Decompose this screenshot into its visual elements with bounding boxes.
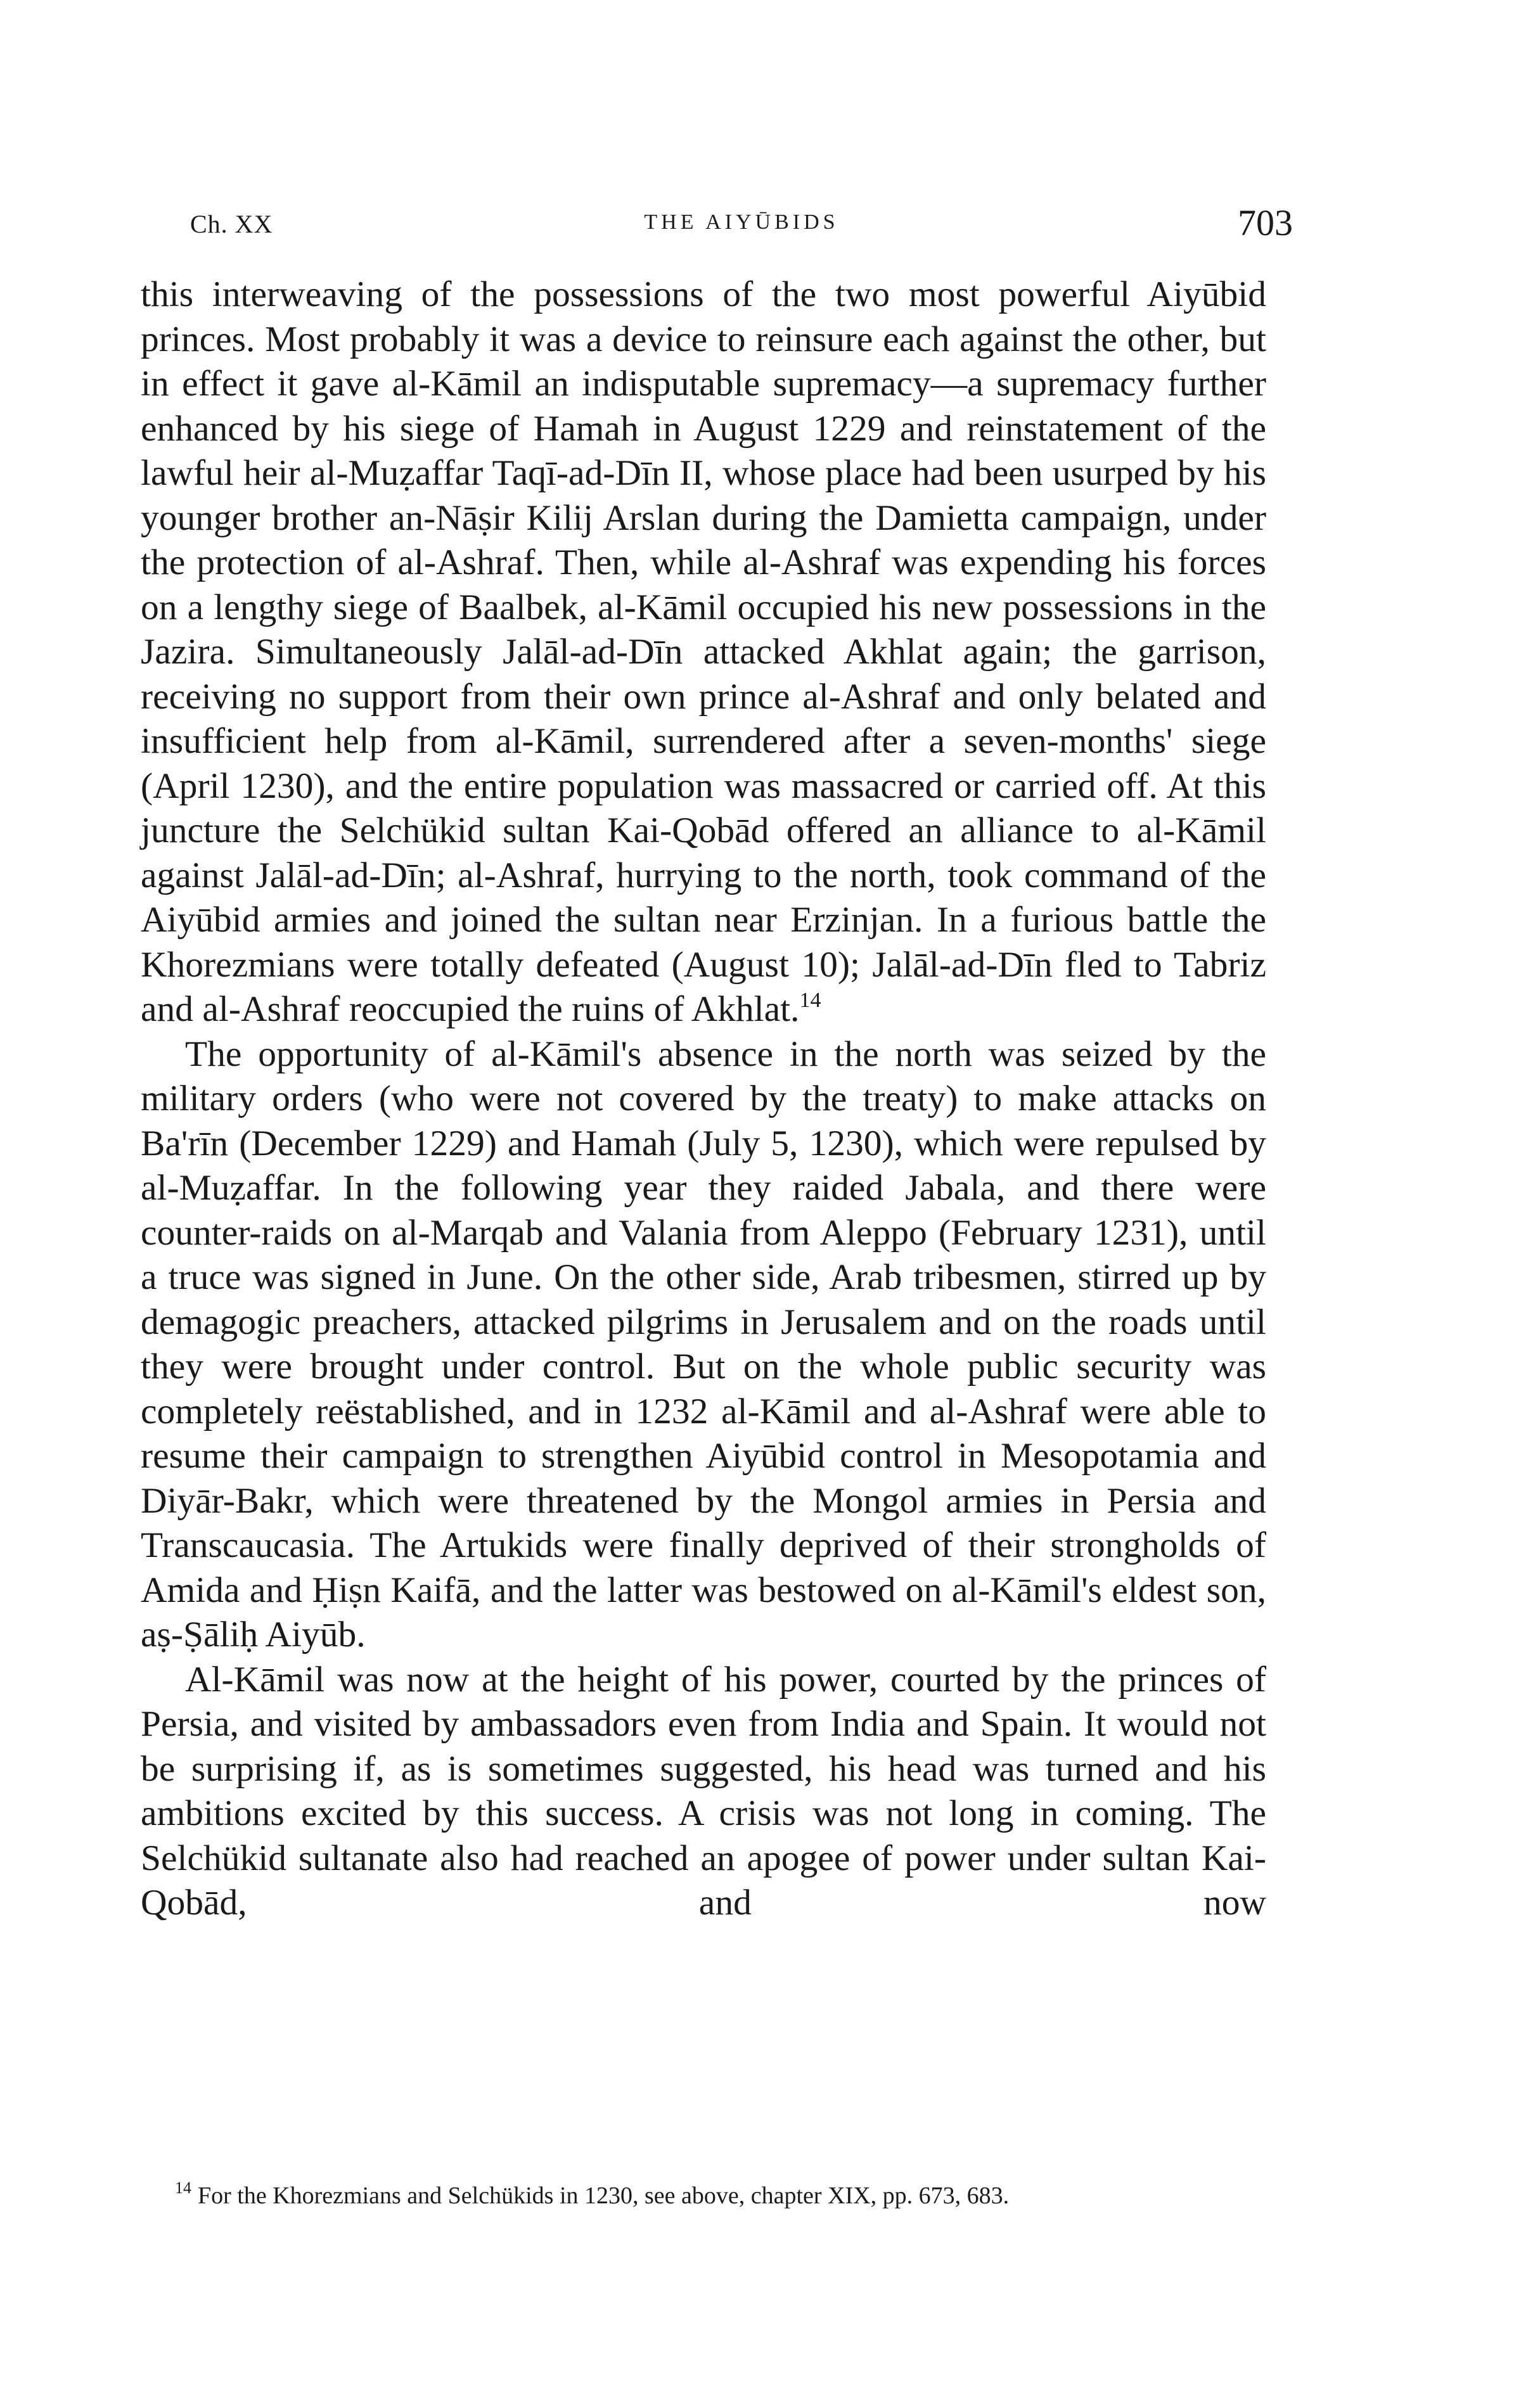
footnote-reference: 14 — [799, 989, 821, 1012]
paragraph-text: this interweaving of the possessions of the two most powerful Aiyūbid princes. Most probably it was a device to reinsure each against the other, but in effect it gave al-Kāmil an indisputable supremacy—a supremacy further enhanced by his siege of Hamah in August 1229 and reinstatement of the lawful heir al-Muẓaffar Taqī-ad-Dīn II, whose place had been usurped by his younger brother an-Nāṣir Kilij Arslan during the Damietta campaign, under the protection of al-Ashraf. Then, while al-Ashraf was expending his forces on a lengthy siege of Baalbek, al-Kāmil occupied his new possessions in the Jazira. Simultaneously Jalāl-ad-Dīn attacked Akhlat again; the garrison, receiving no support from their own prince al-Ashraf and only belated and insufficient help from al-Kāmil, surrendered after a seven-months' siege (April 1230), and the entire population was massacred or carried off. At this juncture the Selchükid sultan Kai-Qobād offered an alliance to al-Kāmil against Jalāl-ad-Dīn; al-Ashraf, hurrying to the north, took command of the Aiyūbid armies and joined the sultan near Erzinjan. In a furious battle the Khorezmians were totally defeated (August 10); Jalāl-ad-Dīn fled to Tabriz and al-Ashraf reoccupied the ruins of Akhlat. — [141, 274, 1266, 1029]
paragraph-2 — [141, 1032, 1266, 1658]
paragraph-text: The opportunity of al-Kāmil's absence in the north was seized by the military orders (who were not covered by the treaty) to make attacks on Ba'rīn (December 1229) and Hamah (July 5, 1230), which were repulsed by al-Muẓaffar. In the following year they raided Jabala, and there were counter-raids on al-Marqab and Valania from Aleppo (February 1231), until a truce was signed in June. On the other side, Arab tribesmen, stirred up by demagogic preachers, attacked pilgrims in Jerusalem and on the roads until they were brought under control. But on the whole public security was completely reëstablished, and in 1232 al-Kāmil and al-Ashraf were able to resume their campaign to strengthen Aiyūbid control in Mesopotamia and Diyār-Bakr, which were threatened by the Mongol armies in Persia and Transcaucasia. The Artukids were finally deprived of their strongholds of Amida and Ḥiṣn Kaifā, and the latter was bestowed on al-Kāmil's eldest son, aṣ-Ṣāliḥ Aiyūb. — [141, 1034, 1266, 1655]
body-text — [141, 272, 1266, 1926]
paragraph-text: Al-Kāmil was now at the height of his power, courted by the princes of Persia, and visited by ambassadors even from India and Spain. It would not be surprising if, as is sometimes suggested, his head was turned and his ambitions excited by this success. A crisis was not long in coming. The Selchükid sultanate also had reached an apogee of power under sultan Kai-Qobād, and now — [141, 1659, 1266, 1923]
running-title: THE AIYŪBIDS — [644, 210, 839, 234]
chapter-label: Ch. XX — [190, 210, 273, 238]
paragraph-3 — [141, 1658, 1266, 1926]
footnote-number: 14 — [175, 2179, 191, 2197]
footnote — [175, 2180, 1278, 2212]
running-head — [190, 202, 1293, 246]
page-number: 703 — [1238, 202, 1293, 243]
paragraph-1 — [141, 272, 1266, 1032]
footnote-text: For the Khorezmians and Selchükids in 1230, see above, chapter XIX, pp. 673, 683. — [198, 2182, 1010, 2209]
